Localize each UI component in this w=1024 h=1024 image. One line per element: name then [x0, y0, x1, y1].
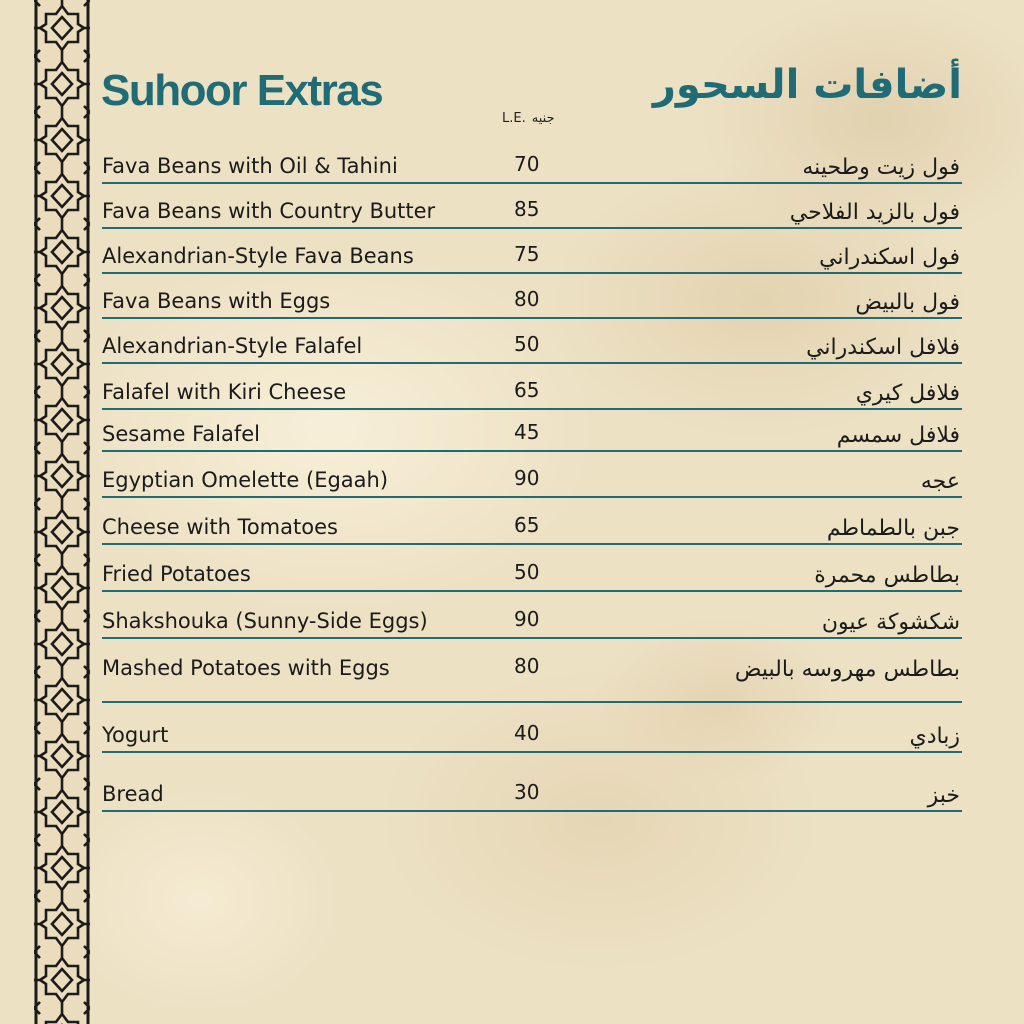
menu-item	[102, 228, 962, 272]
item-name-ar: فول بالزيد الفلاحي	[789, 200, 960, 225]
item-price: 45	[514, 420, 540, 444]
item-name-en: Alexandrian-Style Fava Beans	[102, 244, 414, 268]
row-divider	[102, 543, 962, 545]
item-price: 50	[514, 560, 540, 584]
item-name-ar: شكشوكة عيون	[821, 610, 960, 635]
item-price: 65	[514, 513, 540, 537]
item-name-en: Sesame Falafel	[102, 422, 260, 446]
item-name-en: Fava Beans with Eggs	[102, 289, 331, 313]
row-divider	[102, 751, 962, 753]
item-name-ar: فلافل سمسم	[836, 423, 960, 448]
item-name-ar: بطاطس مهروسه بالبيض	[734, 657, 960, 682]
menu-item	[102, 640, 962, 684]
menu-item	[102, 406, 962, 450]
item-name-ar: جبن بالطماطم	[826, 516, 960, 541]
menu-item	[102, 707, 962, 751]
item-name-ar: فول اسكندراني	[819, 245, 960, 270]
menu-list	[102, 0, 962, 1024]
item-price: 85	[514, 197, 540, 221]
title-english: Suhoor Extras	[101, 66, 383, 115]
row-divider	[102, 590, 962, 592]
item-name-en: Shakshouka (Sunny-Side Eggs)	[102, 609, 428, 633]
item-price: 70	[514, 152, 540, 176]
item-name-ar: بطاطس محمرة	[814, 563, 960, 588]
item-name-ar: فلافل كيري	[855, 381, 960, 406]
item-name-en: Alexandrian-Style Falafel	[102, 334, 363, 358]
item-name-en: Falafel with Kiri Cheese	[102, 380, 347, 404]
item-name-ar: فلافل اسكندراني	[806, 335, 960, 360]
item-name-en: Egyptian Omelette (Egaah)	[102, 468, 389, 492]
item-price: 50	[514, 332, 540, 356]
item-price: 90	[514, 466, 540, 490]
item-name-en: Yogurt	[102, 723, 169, 747]
row-divider	[102, 810, 962, 812]
item-name-ar: فول بالبيض	[855, 290, 960, 315]
menu-item	[102, 766, 962, 810]
menu-item	[102, 593, 962, 637]
item-price: 90	[514, 607, 540, 631]
item-name-ar: فول زيت وطحينه	[802, 155, 960, 180]
item-name-ar: خبز	[927, 783, 960, 808]
title-arabic: أضافات السحور	[652, 62, 962, 108]
menu-item	[102, 183, 962, 227]
item-name-en: Fried Potatoes	[102, 562, 251, 586]
item-name-en: Cheese with Tomatoes	[102, 515, 338, 539]
item-name-en: Fava Beans with Country Butter	[102, 199, 436, 223]
row-divider	[102, 637, 962, 639]
item-name-ar: عجه	[920, 469, 960, 494]
menu-item	[102, 364, 962, 408]
item-price: 75	[514, 242, 540, 266]
menu-item	[102, 318, 962, 362]
item-name-ar: زبادي	[909, 724, 960, 749]
item-price: 30	[514, 780, 540, 804]
item-price: 80	[514, 287, 540, 311]
item-name-en: Bread	[102, 782, 164, 806]
row-divider	[102, 496, 962, 498]
currency-ar: جنيه	[531, 111, 555, 126]
menu-item	[102, 138, 962, 182]
menu-item	[102, 273, 962, 317]
item-name-en: Fava Beans with Oil & Tahini	[102, 154, 398, 178]
item-price: 40	[514, 721, 540, 745]
menu-item	[102, 546, 962, 590]
geometric-border-pattern	[34, 0, 90, 1024]
item-name-en: Mashed Potatoes with Eggs	[102, 656, 390, 680]
item-price: 65	[514, 378, 540, 402]
menu-item	[102, 452, 962, 496]
menu-item	[102, 499, 962, 543]
item-price: 80	[514, 654, 540, 678]
row-divider	[102, 701, 962, 703]
currency-en: L.E.	[502, 111, 526, 126]
